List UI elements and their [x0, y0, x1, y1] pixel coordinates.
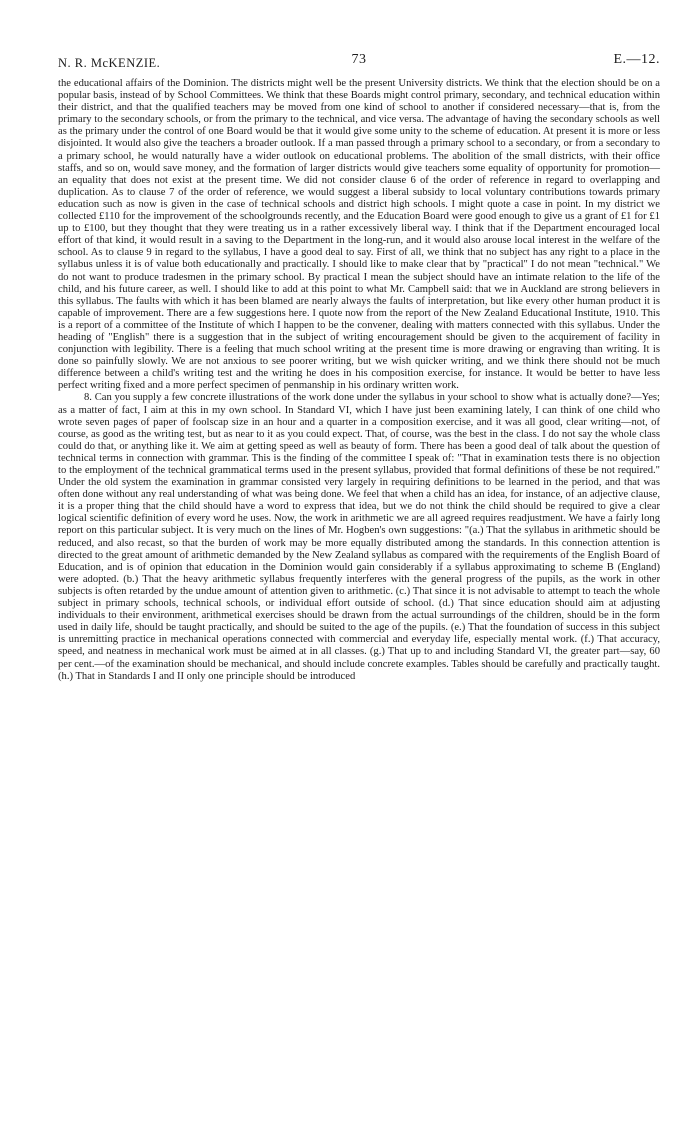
document-body	[58, 78, 660, 683]
page-header	[58, 48, 660, 78]
paragraph-1: the educational affairs of the Dominion. The districts might well be the present University districts. We think that the election should be on a popular basis, instead of by School Committees. We think that these Boards might control primary, secondary, and technical education within their district, and that the qualified teachers may be moved from one kind of school to another if considered necessary—that is, from the primary to the secondary schools, or from the primary to the technical, and vice versa. The advantage of having the secondary schools as well as the primary under the control of one Board would be that it would give some unity to the scheme of education. At present it is more or less disjointed. It would also give the teachers a broader outlook. If a man passed through a primary school to a secondary, or from a secondary to a primary school, he would naturally have a wider outlook on educational problems. The abolition of the small districts, with their office staffs, and so on, would save money, and the formation of larger districts would give teachers some equality of opportunity for promotion—an equality that does not exist at the present time. We did not consider clause 6 of the order of reference in regard to overlapping and duplication. As to clause 7 of the order of reference, we would suggest a liberal subsidy to local voluntary contributions towards primary education such as now is given in the case of technical schools and district high schools. I might quote a case in point. In my district we collected £110 for the improvement of the schoolgrounds recently, and the Education Board were good enough to give us a grant of £1 for £1 up to £100, but they thought that they were treating us in a rather excessively liberal way. I think that if the Department encouraged local effort of that kind, it would result in a saving to the Department in the long-run, and it would also arouse local interest in the welfare of the school. As to clause 9 in regard to the syllabus, I have a good deal to say. First of all, we think that no subject has any right to a place in the syllabus unless it is of value both educationally and practically. I should like to make clear that by "practical" I do not mean "technical." We do not want to produce tradesmen in the primary school. By practical I mean the subject should have an intimate relation to the life of the child, and his future career, as well. I should like to add at this point to what Mr. Campbell said: that we in Auckland are strong believers in this syllabus. The faults with which it has been blamed are nearly always the faults of interpretation, but like every other human product it is capable of improvement. There are a few suggestions here. I quote now from the report of the New Zealand Educational Institute, 1910. This is a report of a committee of the Institute of which I happen to be the convener, dealing with matters connected with this syllabus. Under the heading of "English" there is a suggestion that in the subject of writing encouragement should be given to the acquirement of facility in conjunction with legibility. There is a feeling that much school writing at the present time is more drawing or engraving than writing. It is done so painfully slowly. We are not anxious to see poorer writing, but we wish quicker writing, and we think there should not be much difference between a child's writing test and the writing he does in his composition exercise, for instance. It would be better to have less perfect writing fixed and a more perfect specimen of penmanship in his ordinary written work.	[58, 78, 660, 392]
paragraph-2: 8. Can you supply a few concrete illustrations of the work done under the syllabus in your school to show what is actually done?—Yes; as a matter of fact, I aim at this in my own school. In Standard VI, which I have just been examining lately, I can think of one child who wrote seven pages of paper of foolscap size in an hour and a quarter in a composition exercise, and it was all good, clear writing—not, of course, as good as the writing test, but as near to it as you could expect. That, of course, was the best in the class. I do not say the whole class could do that, or anything like it. We aim at getting speed as well as beauty of form. There has been a good deal of talk about the question of technical terms in connection with grammar. This is the finding of the committee I speak of: "That in examination tests there is no objection to the employment of the technical grammatical terms used in the present syllabus, provided that formal definitions of these be not required." Under the old system the examination in grammar consisted very largely in requiring definitions to be learned in the period, and that was often done without any real understanding of what was being done. We feel that when a child has an idea, for instance, of an adjective clause, it is a proper thing that the child should have a word to express that idea, but we do not think the child should be required to give a clear logical scientific definition of every word he uses. Now, the work in arithmetic we are all agreed requires readjustment. We have a fairly long report on this particular subject. It is very much on the lines of Mr. Hogben's own suggestions: "(a.) That the syllabus in arithmetic should be reduced, and also recast, so that the burden of work may be more equally distributed among the standards. In this connection attention is directed to the great amount of arithmetic demanded by the New Zealand syllabus as compared with the requirements of the English Board of Education, and is of opinion that education in the Dominion would gain considerably if a syllabus approximating to scheme B (England) were adopted. (b.) That the heavy arithmetic syllabus frequently interferes with the general progress of the pupils, as the work in other subjects is often retarded by the undue amount of attention given to arithmetic. (c.) That since it is not advisable to attempt to teach the whole subject in primary schools, technical schools, or individual effort outside of school. (d.) That since education should aim at adjusting individuals to their environment, arithmetical exercises should be drawn from the actual surroundings of the children, should be in the form used in daily life, should be taught practically, and should be suited to the age of the pupils. (e.) That the foundation of success in this subject is unremitting practice in mechanical operations connected with commercial and everyday life, especially mental work. (f.) That accuracy, speed, and neatness in mechanical work must be aimed at in all classes. (g.) That up to and including Standard VI, the greater part—say, 60 per cent.—of the examination should be mechanical, and should include concrete examples. Tables should be carefully and practically taught. (h.) That in Standards I and II only one principle should be introduced	[58, 392, 660, 682]
page-number: 73	[351, 52, 367, 67]
document-reference: E.—12.	[613, 52, 660, 67]
witness-name: N. R. McKENZIE.	[58, 56, 161, 70]
